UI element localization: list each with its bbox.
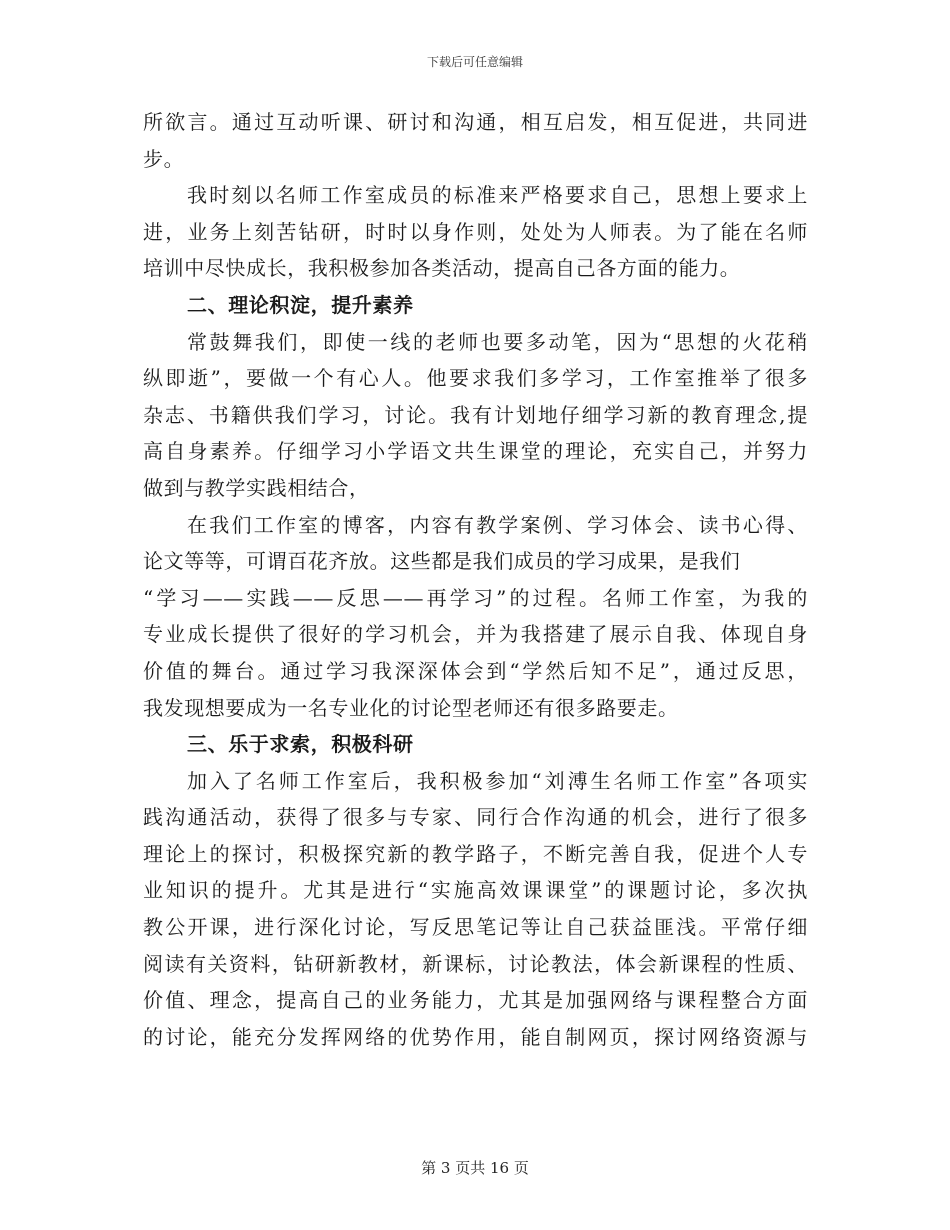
text-line: 所欲言。通过互动听课、研讨和沟通，相互启发，相互促进，共同进 [143,110,808,134]
text-line: 阅读有关资料，钻研新教材，新课标，讨论教法，体会新课程的性质、 [143,951,808,976]
document-body [143,104,808,1055]
text-line: 的讨论，能充分发挥网络的优势作用，能自制网页，探讨网络资源与 [143,1024,808,1049]
text-line: 杂志、书籍供我们学习，讨论。我有计划地仔细学习新的教育理念,提 [143,402,808,427]
text-line: 我发现想要成为一名专业化的讨论型老师还有很多路要走。 [143,695,679,720]
text-line: “学习——实践——反思——再学习”的过程。名师工作室，为我的 [143,585,808,610]
section-heading: 二、理论积淀，提升素养 [187,292,414,317]
page-header: 下载后可任意编辑 [426,55,523,69]
text-line: 做到与教学实践相结合， [143,475,370,500]
text-line: 在我们工作室的博客，内容有教学案例、学习体会、读书心得、 [187,512,808,537]
text-line: 专业成长提供了很好的学习机会，并为我搭建了展示自我、体现自身 [143,622,808,647]
text-line: 常鼓舞我们，即使一线的老师也要多动笔，因为“思想的火花稍 [187,329,808,354]
page-number: 第 3 页共 16 页 [421,1159,529,1177]
text-line: 加入了名师工作室后，我积极参加“刘溥生名师工作室”各项实 [187,768,808,793]
text-line: 价值、理念，提高自己的业务能力，尤其是加强网络与课程整合方面 [143,988,808,1013]
text-line: 高自身素养。仔细学习小学语文共生课堂的理论，充实自己，并努力 [143,439,808,464]
text-line: 进，业务上刻苦钻研，时时以身作则，处处为人师表。为了能在名师 [143,219,808,244]
text-line: 论文等等，可谓百花齐放。这些都是我们成员的学习成果，是我们 [143,549,741,574]
text-line: 步。 [143,146,185,171]
text-line: 我时刻以名师工作室成员的标准来严格要求自己，思想上要求上 [187,183,808,208]
text-line: 培训中尽快成长，我积极参加各类活动，提高自己各方面的能力。 [143,256,741,281]
text-line: 教公开课，进行深化讨论，写反思笔记等让自己获益匪浅。平常仔细 [143,915,808,940]
text-line: 业知识的提升。尤其是进行“实施高效课课堂”的课题讨论，多次执 [143,878,808,903]
text-line: 理论上的探讨，积极探究新的教学路子，不断完善自我，促进个人专 [143,841,808,866]
text-line: 践沟通活动，获得了很多与专家、同行合作沟通的机会，进行了很多 [143,805,808,830]
text-line: 纵即逝”，要做一个有心人。他要求我们多学习，工作室推举了很多 [143,366,808,391]
text-line: 价值的舞台。通过学习我深深体会到“学然后知不足”，通过反思， [143,658,808,683]
section-heading: 三、乐于求索，积极科研 [187,732,414,757]
